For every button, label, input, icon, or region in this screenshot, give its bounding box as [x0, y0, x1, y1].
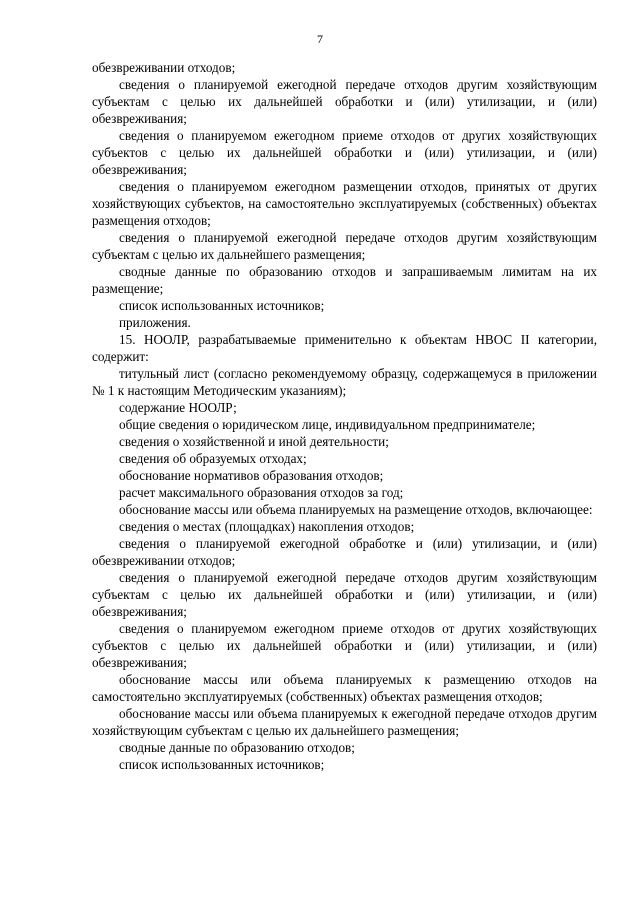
paragraph: сведения о планируемой ежегодной передаче отходов другим хозяйствующим субъектам с целью их дальнейшего размещения; — [92, 230, 597, 262]
paragraph: список использованных источников; — [119, 298, 325, 313]
paragraph: обоснование массы или объема планируемых к ежегодной передаче отходов другим хозяйствующим субъектам с целью их дальнейшего размещения; — [92, 706, 597, 738]
paragraph: обезвреживании отходов; — [92, 60, 236, 75]
paragraph: 15. НООЛР, разрабатываемые применительно к объектам НВОС II категории, содержит: — [92, 332, 597, 364]
paragraph: сведения о местах (площадках) накопления отходов; — [119, 519, 415, 534]
paragraph: сведения о хозяйственной и иной деятельности; — [119, 434, 389, 449]
paragraph: сведения об образуемых отходах; — [119, 451, 307, 466]
document-body — [92, 59, 597, 773]
paragraph: сведения о планируемом ежегодном приеме отходов от других хозяйствующих субъектов с целью их дальнейшей обработки и (или) утилизации, и (или) обезвреживания; — [92, 128, 597, 177]
paragraph: сводные данные по образованию отходов и запрашиваемым лимитам на их размещение; — [92, 264, 597, 296]
paragraph: сведения о планируемой ежегодной обработке и (или) утилизации, и (или) обезвреживании отходов; — [92, 536, 597, 568]
page-number: 7 — [317, 32, 323, 46]
paragraph: обоснование массы или объема планируемых к размещению отходов на самостоятельно эксплуатируемых (собственных) объектах размещения отходов; — [92, 672, 597, 704]
paragraph: титульный лист (согласно рекомендуемому образцу, содержащемуся в приложении № 1 к настоящим Методическим указаниям); — [92, 366, 597, 398]
paragraph: сведения о планируемом ежегодном приеме отходов от других хозяйствующих субъектов с целью их дальнейшей обработки и (или) утилизации, и (или) обезвреживания; — [92, 621, 597, 670]
paragraph: обоснование массы или объема планируемых на размещение отходов, включающее: — [119, 502, 593, 517]
paragraph: приложения. — [119, 315, 191, 330]
paragraph: обоснование нормативов образования отходов; — [119, 468, 384, 483]
paragraph: сведения о планируемой ежегодной передаче отходов другим хозяйствующим субъектам с целью их дальнейшей обработки и (или) утилизации, и (или) обезвреживания; — [92, 570, 597, 619]
paragraph: содержание НООЛР; — [119, 400, 237, 415]
paragraph: сведения о планируемой ежегодной передаче отходов другим хозяйствующим субъектам с целью их дальнейшей обработки и (или) утилизации, и (или) обезвреживания; — [92, 77, 597, 126]
paragraph: расчет максимального образования отходов за год; — [119, 485, 404, 500]
paragraph: сводные данные по образованию отходов; — [119, 740, 355, 755]
paragraph: общие сведения о юридическом лице, индивидуальном предпринимателе; — [119, 417, 536, 432]
paragraph: список использованных источников; — [119, 757, 325, 772]
paragraph: сведения о планируемом ежегодном размещении отходов, принятых от других хозяйствующих субъектов, на самостоятельно эксплуатируемых (собственных) объектах размещения отходов; — [92, 179, 597, 228]
